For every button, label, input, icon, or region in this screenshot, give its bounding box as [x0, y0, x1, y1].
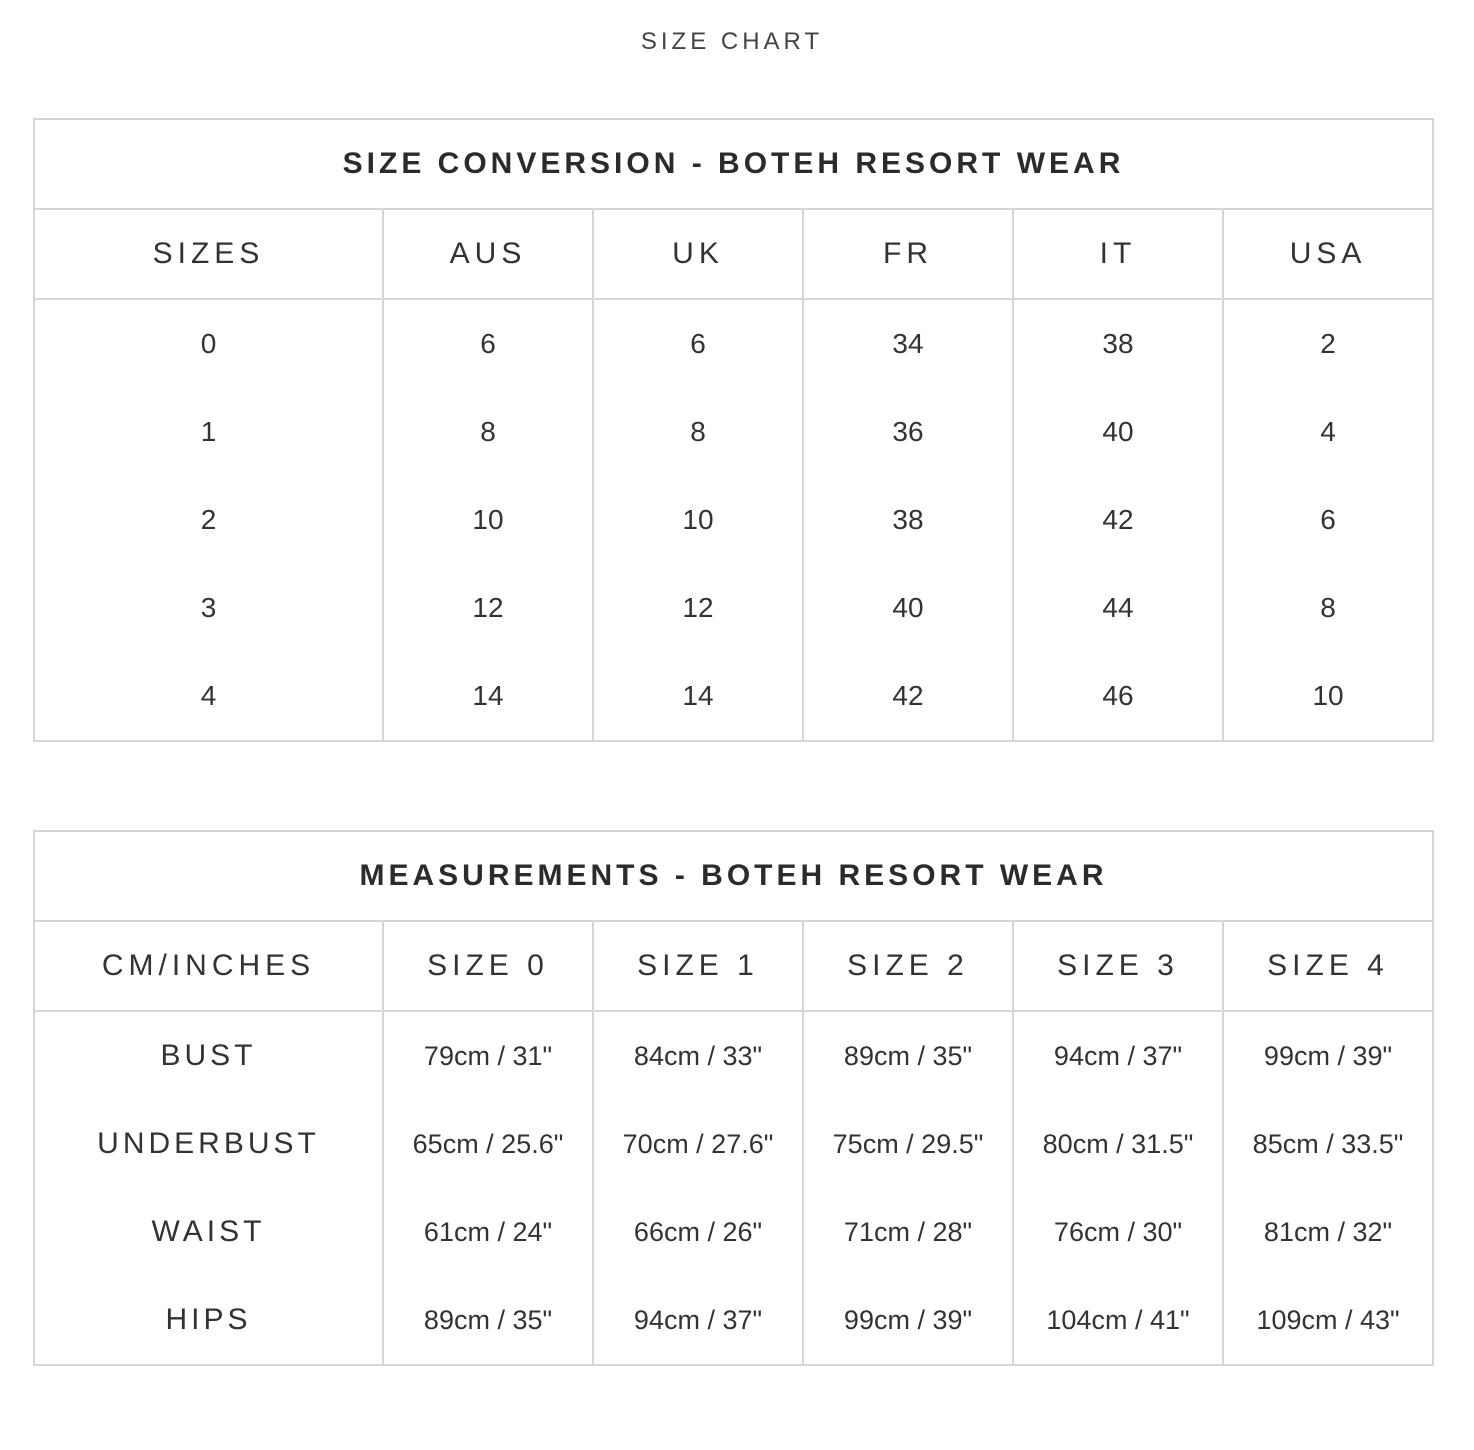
table-cell: 6 [593, 299, 803, 388]
table-cell: 8 [383, 388, 593, 476]
table-cell: 4 [1320, 416, 1336, 447]
table-cell: 8 [593, 388, 803, 476]
table-cell: 80cm / 31.5" [1013, 1100, 1223, 1188]
table-cell: 99cm / 39" [1263, 1040, 1393, 1071]
table-row [34, 1011, 1433, 1100]
table-cell: 34 [803, 299, 1013, 388]
measurements-title: MEASUREMENTS - BOTEH RESORT WEAR [34, 831, 1433, 921]
column-header-size-3: SIZE 3 [1013, 921, 1223, 1011]
row-label-waist: WAIST [34, 1188, 383, 1276]
table-cell: 38 [803, 476, 1013, 564]
size-conversion-header-row [34, 209, 1433, 299]
table-cell: 1 [34, 388, 383, 476]
table-cell: 89cm / 35" [803, 1011, 1013, 1100]
column-header-size-2: SIZE 2 [803, 921, 1013, 1011]
table-cell: 10 [593, 476, 803, 564]
table-cell: 84cm / 33" [593, 1011, 803, 1100]
table-cell: 61cm / 24" [383, 1188, 593, 1276]
table-row [34, 1100, 1433, 1188]
row-label-hips: HIPS [34, 1276, 383, 1365]
table-cell: 14 [383, 652, 593, 741]
column-header-size-0: SIZE 0 [383, 921, 593, 1011]
size-conversion-title: SIZE CONVERSION - BOTEH RESORT WEAR [34, 119, 1433, 209]
table-row [34, 1188, 1433, 1276]
table-cell: 109cm / 43" [1256, 1304, 1400, 1335]
column-header-fr: FR [803, 209, 1013, 299]
column-header-cm-inches: CM/INCHES [34, 921, 383, 1011]
table-cell: 14 [593, 652, 803, 741]
table-cell: 44 [1013, 564, 1223, 652]
table-cell: 65cm / 25.6" [383, 1100, 593, 1188]
table-cell: 10 [1312, 680, 1344, 711]
table-cell: 76cm / 30" [1013, 1188, 1223, 1276]
table-cell: 70cm / 27.6" [593, 1100, 803, 1188]
table-cell: 0 [34, 299, 383, 388]
column-header-usa: USA [1223, 209, 1433, 299]
table-cell: 94cm / 37" [593, 1276, 803, 1365]
table-cell: 38 [1013, 299, 1223, 388]
table-cell: 12 [383, 564, 593, 652]
table-cell: 3 [34, 564, 383, 652]
table-row [34, 564, 1433, 652]
table-cell: 36 [803, 388, 1013, 476]
column-header-uk: UK [593, 209, 803, 299]
table-cell: 10 [383, 476, 593, 564]
table-cell: 99cm / 39" [803, 1276, 1013, 1365]
table-cell: 66cm / 26" [593, 1188, 803, 1276]
table-cell: 40 [803, 564, 1013, 652]
table-row [34, 1276, 1433, 1365]
table-row [34, 299, 1433, 388]
size-conversion-table [33, 118, 1434, 742]
table-cell: 2 [34, 476, 383, 564]
table-row [34, 388, 1433, 476]
table-cell: 6 [383, 299, 593, 388]
table-row [34, 652, 1433, 741]
column-header-sizes: SIZES [34, 209, 383, 299]
table-cell: 42 [1013, 476, 1223, 564]
table-cell: 4 [34, 652, 383, 741]
table-cell: 2 [1320, 328, 1336, 359]
row-label-underbust: UNDERBUST [34, 1100, 383, 1188]
table-cell: 104cm / 41" [1013, 1276, 1223, 1365]
column-header-size-1: SIZE 1 [593, 921, 803, 1011]
table-cell: 89cm / 35" [383, 1276, 593, 1365]
table-cell: 71cm / 28" [803, 1188, 1013, 1276]
table-cell: 8 [1320, 592, 1336, 623]
row-label-bust: BUST [34, 1011, 383, 1100]
page-title: SIZE CHART [640, 28, 824, 55]
table-cell: 79cm / 31" [383, 1011, 593, 1100]
measurements-header-row [34, 921, 1433, 1011]
column-header-size-4: SIZE 4 [1223, 921, 1433, 1011]
table-cell: 94cm / 37" [1013, 1011, 1223, 1100]
table-cell: 42 [803, 652, 1013, 741]
measurements-table [33, 830, 1434, 1366]
column-header-aus: AUS [383, 209, 593, 299]
table-cell: 46 [1013, 652, 1223, 741]
table-cell: 81cm / 32" [1263, 1216, 1393, 1247]
table-cell: 12 [593, 564, 803, 652]
column-header-it: IT [1013, 209, 1223, 299]
table-cell: 75cm / 29.5" [803, 1100, 1013, 1188]
table-cell: 40 [1013, 388, 1223, 476]
table-row [34, 476, 1433, 564]
table-cell: 85cm / 33.5" [1252, 1128, 1404, 1159]
table-cell: 6 [1320, 504, 1336, 535]
